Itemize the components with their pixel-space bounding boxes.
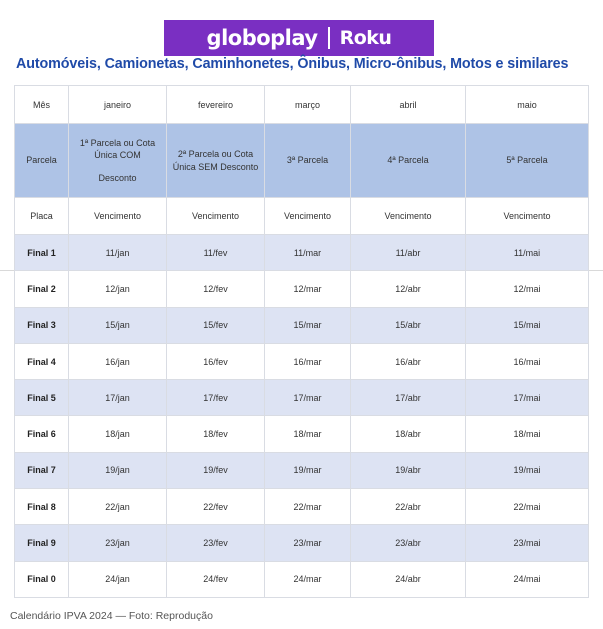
month-cell: janeiro xyxy=(69,86,167,124)
divider-left xyxy=(0,270,14,271)
due-date-cell: 11/jan xyxy=(69,235,167,271)
plate-final-cell: Final 7 xyxy=(15,452,69,488)
table-row xyxy=(15,343,589,379)
table-row xyxy=(15,452,589,488)
table-row xyxy=(15,416,589,452)
plate-final-cell: Final 0 xyxy=(15,561,69,597)
globoplay-roku-banner[interactable] xyxy=(164,20,434,56)
parcela-1-line-1: 1ª Parcela ou Cota xyxy=(79,137,156,148)
due-date-cell: 11/abr xyxy=(351,235,466,271)
parcela-cell-3: 3ª Parcela xyxy=(265,124,351,198)
plate-final-cell: Final 4 xyxy=(15,343,69,379)
due-date-cell: 12/jan xyxy=(69,271,167,307)
placa-label-cell: Placa xyxy=(15,198,69,235)
due-date-cell: 16/fev xyxy=(167,343,265,379)
parcela-2-line-2: Única SEM Desconto xyxy=(172,161,259,172)
plate-final-cell: Final 8 xyxy=(15,489,69,525)
due-date-cell: 19/mar xyxy=(265,452,351,488)
due-date-cell: 15/mai xyxy=(466,307,589,343)
image-caption: Calendário IPVA 2024 — Foto: Reprodução xyxy=(10,610,213,622)
parcela-cell-1 xyxy=(69,124,167,198)
plate-final-cell: Final 2 xyxy=(15,271,69,307)
due-date-cell: 12/mai xyxy=(466,271,589,307)
month-cell: fevereiro xyxy=(167,86,265,124)
due-date-cell: 11/mar xyxy=(265,235,351,271)
month-cell: abril xyxy=(351,86,466,124)
parcela-cell-2 xyxy=(167,124,265,198)
logo-divider xyxy=(328,27,330,49)
table-row xyxy=(15,525,589,561)
due-date-cell: 17/mai xyxy=(466,380,589,416)
due-date-cell: 16/abr xyxy=(351,343,466,379)
globoplay-logo: globoplay xyxy=(206,26,318,50)
table-row xyxy=(15,489,589,525)
month-cell: março xyxy=(265,86,351,124)
due-date-cell: 19/abr xyxy=(351,452,466,488)
due-date-cell: 15/jan xyxy=(69,307,167,343)
plate-final-cell: Final 6 xyxy=(15,416,69,452)
due-date-cell: 12/abr xyxy=(351,271,466,307)
due-date-cell: 17/abr xyxy=(351,380,466,416)
due-date-cell: 18/jan xyxy=(69,416,167,452)
parcela-label-cell: Parcela xyxy=(15,124,69,198)
due-date-cell: 15/mar xyxy=(265,307,351,343)
plate-final-cell: Final 9 xyxy=(15,525,69,561)
due-date-cell: 17/fev xyxy=(167,380,265,416)
due-date-cell: 18/abr xyxy=(351,416,466,452)
due-date-cell: 22/mai xyxy=(466,489,589,525)
due-date-cell: 12/mar xyxy=(265,271,351,307)
due-date-cell: 19/jan xyxy=(69,452,167,488)
month-label-cell: Mês xyxy=(15,86,69,124)
due-date-cell: 23/jan xyxy=(69,525,167,561)
due-date-cell: 18/fev xyxy=(167,416,265,452)
due-date-cell: 17/jan xyxy=(69,380,167,416)
due-date-cell: 23/mar xyxy=(265,525,351,561)
vencimento-cell: Vencimento xyxy=(351,198,466,235)
due-date-cell: 24/mai xyxy=(466,561,589,597)
due-date-cell: 24/fev xyxy=(167,561,265,597)
table-row xyxy=(15,271,589,307)
due-date-cell: 16/mai xyxy=(466,343,589,379)
placa-header-row xyxy=(15,198,589,235)
due-date-cell: 24/jan xyxy=(69,561,167,597)
due-date-cell: 16/jan xyxy=(69,343,167,379)
vencimento-cell: Vencimento xyxy=(167,198,265,235)
parcela-header-row xyxy=(15,124,589,198)
parcela-2-line-1: 2ª Parcela ou Cota xyxy=(177,149,254,160)
due-date-cell: 23/abr xyxy=(351,525,466,561)
due-date-cell: 17/mar xyxy=(265,380,351,416)
month-header-row xyxy=(15,86,589,124)
due-date-cell: 22/fev xyxy=(167,489,265,525)
vencimento-cell: Vencimento xyxy=(69,198,167,235)
ipva-calendar-table xyxy=(14,85,589,598)
due-date-cell: 24/mar xyxy=(265,561,351,597)
roku-logo: Roku xyxy=(339,27,392,49)
parcela-cell-5: 5ª Parcela xyxy=(466,124,589,198)
parcela-1-line-3: Desconto xyxy=(98,173,137,184)
parcela-1-line-2: Única COM xyxy=(94,149,141,160)
month-cell: maio xyxy=(466,86,589,124)
due-date-cell: 15/fev xyxy=(167,307,265,343)
due-date-cell: 22/jan xyxy=(69,489,167,525)
plate-rows xyxy=(15,235,589,598)
plate-final-cell: Final 1 xyxy=(15,235,69,271)
due-date-cell: 15/abr xyxy=(351,307,466,343)
due-date-cell: 19/fev xyxy=(167,452,265,488)
divider-right xyxy=(588,270,603,271)
due-date-cell: 11/fev xyxy=(167,235,265,271)
due-date-cell: 16/mar xyxy=(265,343,351,379)
due-date-cell: 23/mai xyxy=(466,525,589,561)
plate-final-cell: Final 5 xyxy=(15,380,69,416)
plate-final-cell: Final 3 xyxy=(15,307,69,343)
due-date-cell: 23/fev xyxy=(167,525,265,561)
parcela-cell-4: 4ª Parcela xyxy=(351,124,466,198)
table-row xyxy=(15,380,589,416)
due-date-cell: 11/mai xyxy=(466,235,589,271)
due-date-cell: 12/fev xyxy=(167,271,265,307)
vencimento-cell: Vencimento xyxy=(265,198,351,235)
page-title: Automóveis, Camionetas, Caminhonetes, Ônibus, Micro-ônibus, Motos e similares xyxy=(16,56,569,72)
due-date-cell: 18/mar xyxy=(265,416,351,452)
table-row xyxy=(15,307,589,343)
table-row xyxy=(15,561,589,597)
due-date-cell: 22/mar xyxy=(265,489,351,525)
due-date-cell: 18/mai xyxy=(466,416,589,452)
table-row xyxy=(15,235,589,271)
due-date-cell: 22/abr xyxy=(351,489,466,525)
vencimento-cell: Vencimento xyxy=(466,198,589,235)
due-date-cell: 24/abr xyxy=(351,561,466,597)
due-date-cell: 19/mai xyxy=(466,452,589,488)
